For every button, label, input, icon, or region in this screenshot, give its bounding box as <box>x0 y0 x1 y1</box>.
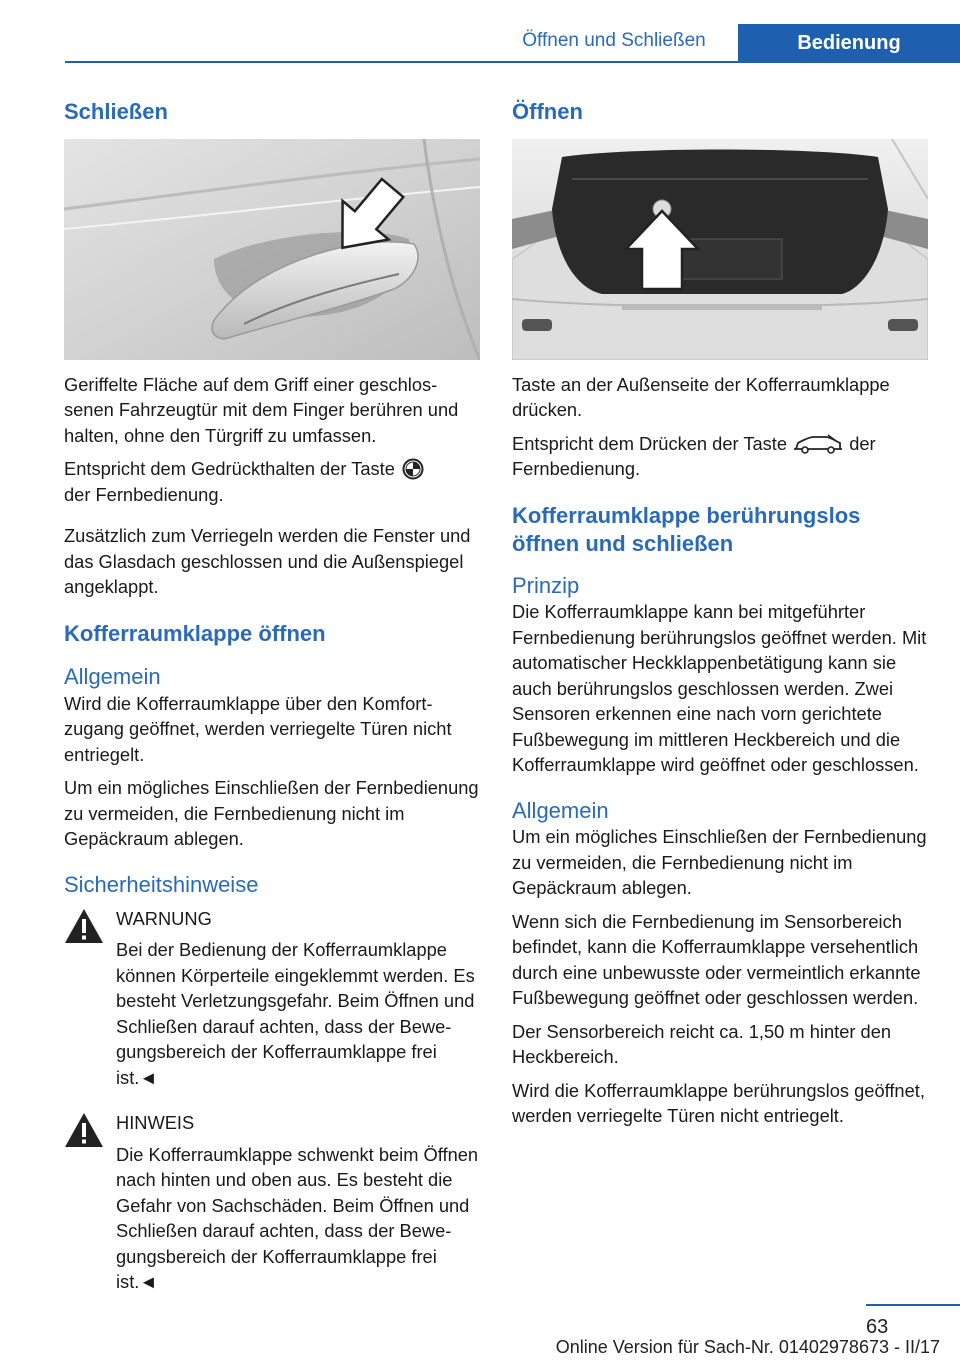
page-number: 63 <box>866 1316 889 1338</box>
paragraph-text: Entspricht dem Drücken der Taste <box>512 432 788 454</box>
notice-triangle-icon <box>64 1112 104 1148</box>
door-handle-image <box>64 139 480 360</box>
car-trunk-icon <box>792 433 844 455</box>
heading-sicherheitshinweise: Sicherheitshinweise <box>64 871 259 897</box>
heading-allgemein: Allgemein <box>64 664 161 690</box>
footer-rule <box>866 1304 960 1306</box>
paragraph-allgemein-r3: Der Sensorbereich reicht ca. 1,50 m hinter den Heckbereich. <box>512 1020 892 1068</box>
left-column <box>64 98 480 1295</box>
paragraph-oeffnen-1: Taste an der Außenseite der Kofferraumklappe drücken. <box>512 373 890 421</box>
header-chapter-tab: Bedienung <box>738 24 960 62</box>
heading-kofferraumklappe-oeffnen: Kofferraumklappe öffnen <box>64 620 326 646</box>
notice-label: HINWEIS <box>116 1112 195 1134</box>
heading-oeffnen: Öffnen <box>512 99 583 124</box>
warning-box <box>64 906 480 1091</box>
paragraph-schliessen-2 <box>64 456 480 507</box>
warning-label: WARNUNG <box>116 907 212 929</box>
trunk-lid-image <box>512 139 928 360</box>
paragraph-schliessen-3: Zusätzlich zum Verriegeln werden die Fenster und das Glasdach geschlossen und die Außenspiegel angeklappt. <box>64 525 471 598</box>
paragraph-schliessen-1: Geriffelte Fläche auf dem Griff einer geschlossenen Fahrzeugtür mit dem Finger berühren und halten, ohne den Türgriff zu umfassen. <box>64 373 459 446</box>
footer-online-version: Online Version für Sach-Nr. 01402978673 - II/17 <box>555 1337 940 1357</box>
paragraph-allgemein-r4: Wird die Kofferraumklappe berührungslos geöffnet, werden verriegelte Türen nicht entriegelt. <box>512 1079 925 1127</box>
paragraph-allgemein-2: Um ein mögliches Einschließen der Fernbedienung zu vermeiden, die Fernbedienung nicht im Gepäckraum ablegen. <box>64 777 479 850</box>
paragraph-allgemein-r2: Wenn sich die Fernbedienung im Sensorbereich befindet, kann die Kofferraumklappe versehentlich durch eine unbewusste oder vermeintlich erkannte Fußbewegung geöffnet oder geschlossen werden. <box>512 910 921 1009</box>
bmw-logo-icon <box>400 458 426 480</box>
header-section-title: Öffnen und Schließen <box>522 30 706 51</box>
notice-box <box>64 1110 480 1295</box>
warning-triangle-icon <box>64 908 104 944</box>
paragraph-allgemein-1: Wird die Kofferraumklappe über den Komfortzugang geöffnet, werden verriegelte Türen nicht entriegelt. <box>64 692 452 765</box>
paragraph-text: der Fernbedienung. <box>512 432 876 480</box>
paragraph-allgemein-r1: Um ein mögliches Einschließen der Fernbedienung zu vermeiden, die Fernbedienung nicht im Gepäckraum ablegen. <box>512 826 927 899</box>
right-column <box>512 98 928 1129</box>
notice-text: Die Kofferraumklappe schwenkt beim Öffnen nach hinten und oben aus. Es besteht die Gefahr von Sachschäden. Beim Öffnen und Schließen darauf achten, dass der Bewegungsbereich der Kofferraumklappe frei ist.◄ <box>116 1143 479 1293</box>
heading-allgemein-right: Allgemein <box>512 797 609 823</box>
paragraph-text: Entspricht dem Gedrückthalten der Taste <box>64 458 395 480</box>
warning-text: Bei der Bedienung der Kofferraumklappe können Körperteile eingeklemmt werden. Es besteht Verletzungsgefahr. Beim Öffnen und Schließen darauf achten, dass der Bewegungsbereich der Kofferraumklappe frei ist.◄ <box>116 939 475 1088</box>
heading-prinzip: Prinzip <box>512 572 580 598</box>
heading-beruehrungslos: Kofferraumklappe berührungslos öffnen und schließen <box>512 502 861 557</box>
paragraph-prinzip: Die Kofferraumklappe kann bei mitgeführter Fernbedienung berührungslos geöffnet werden. Mit automatischer Heckklappenbetätigung kann sie auch berührungslos geschlossen werden. Zwei Sensoren erkennen eine nach vorn gerichtete Fußbewegung im mittleren Heckbereich und die Kofferraumklappe wird geöffnet oder geschlossen. <box>512 601 927 776</box>
heading-schliessen: Schließen <box>64 99 168 124</box>
paragraph-text: der Fernbedienung. <box>64 483 224 505</box>
header-rule <box>65 61 960 63</box>
paragraph-oeffnen-2 <box>512 431 928 482</box>
